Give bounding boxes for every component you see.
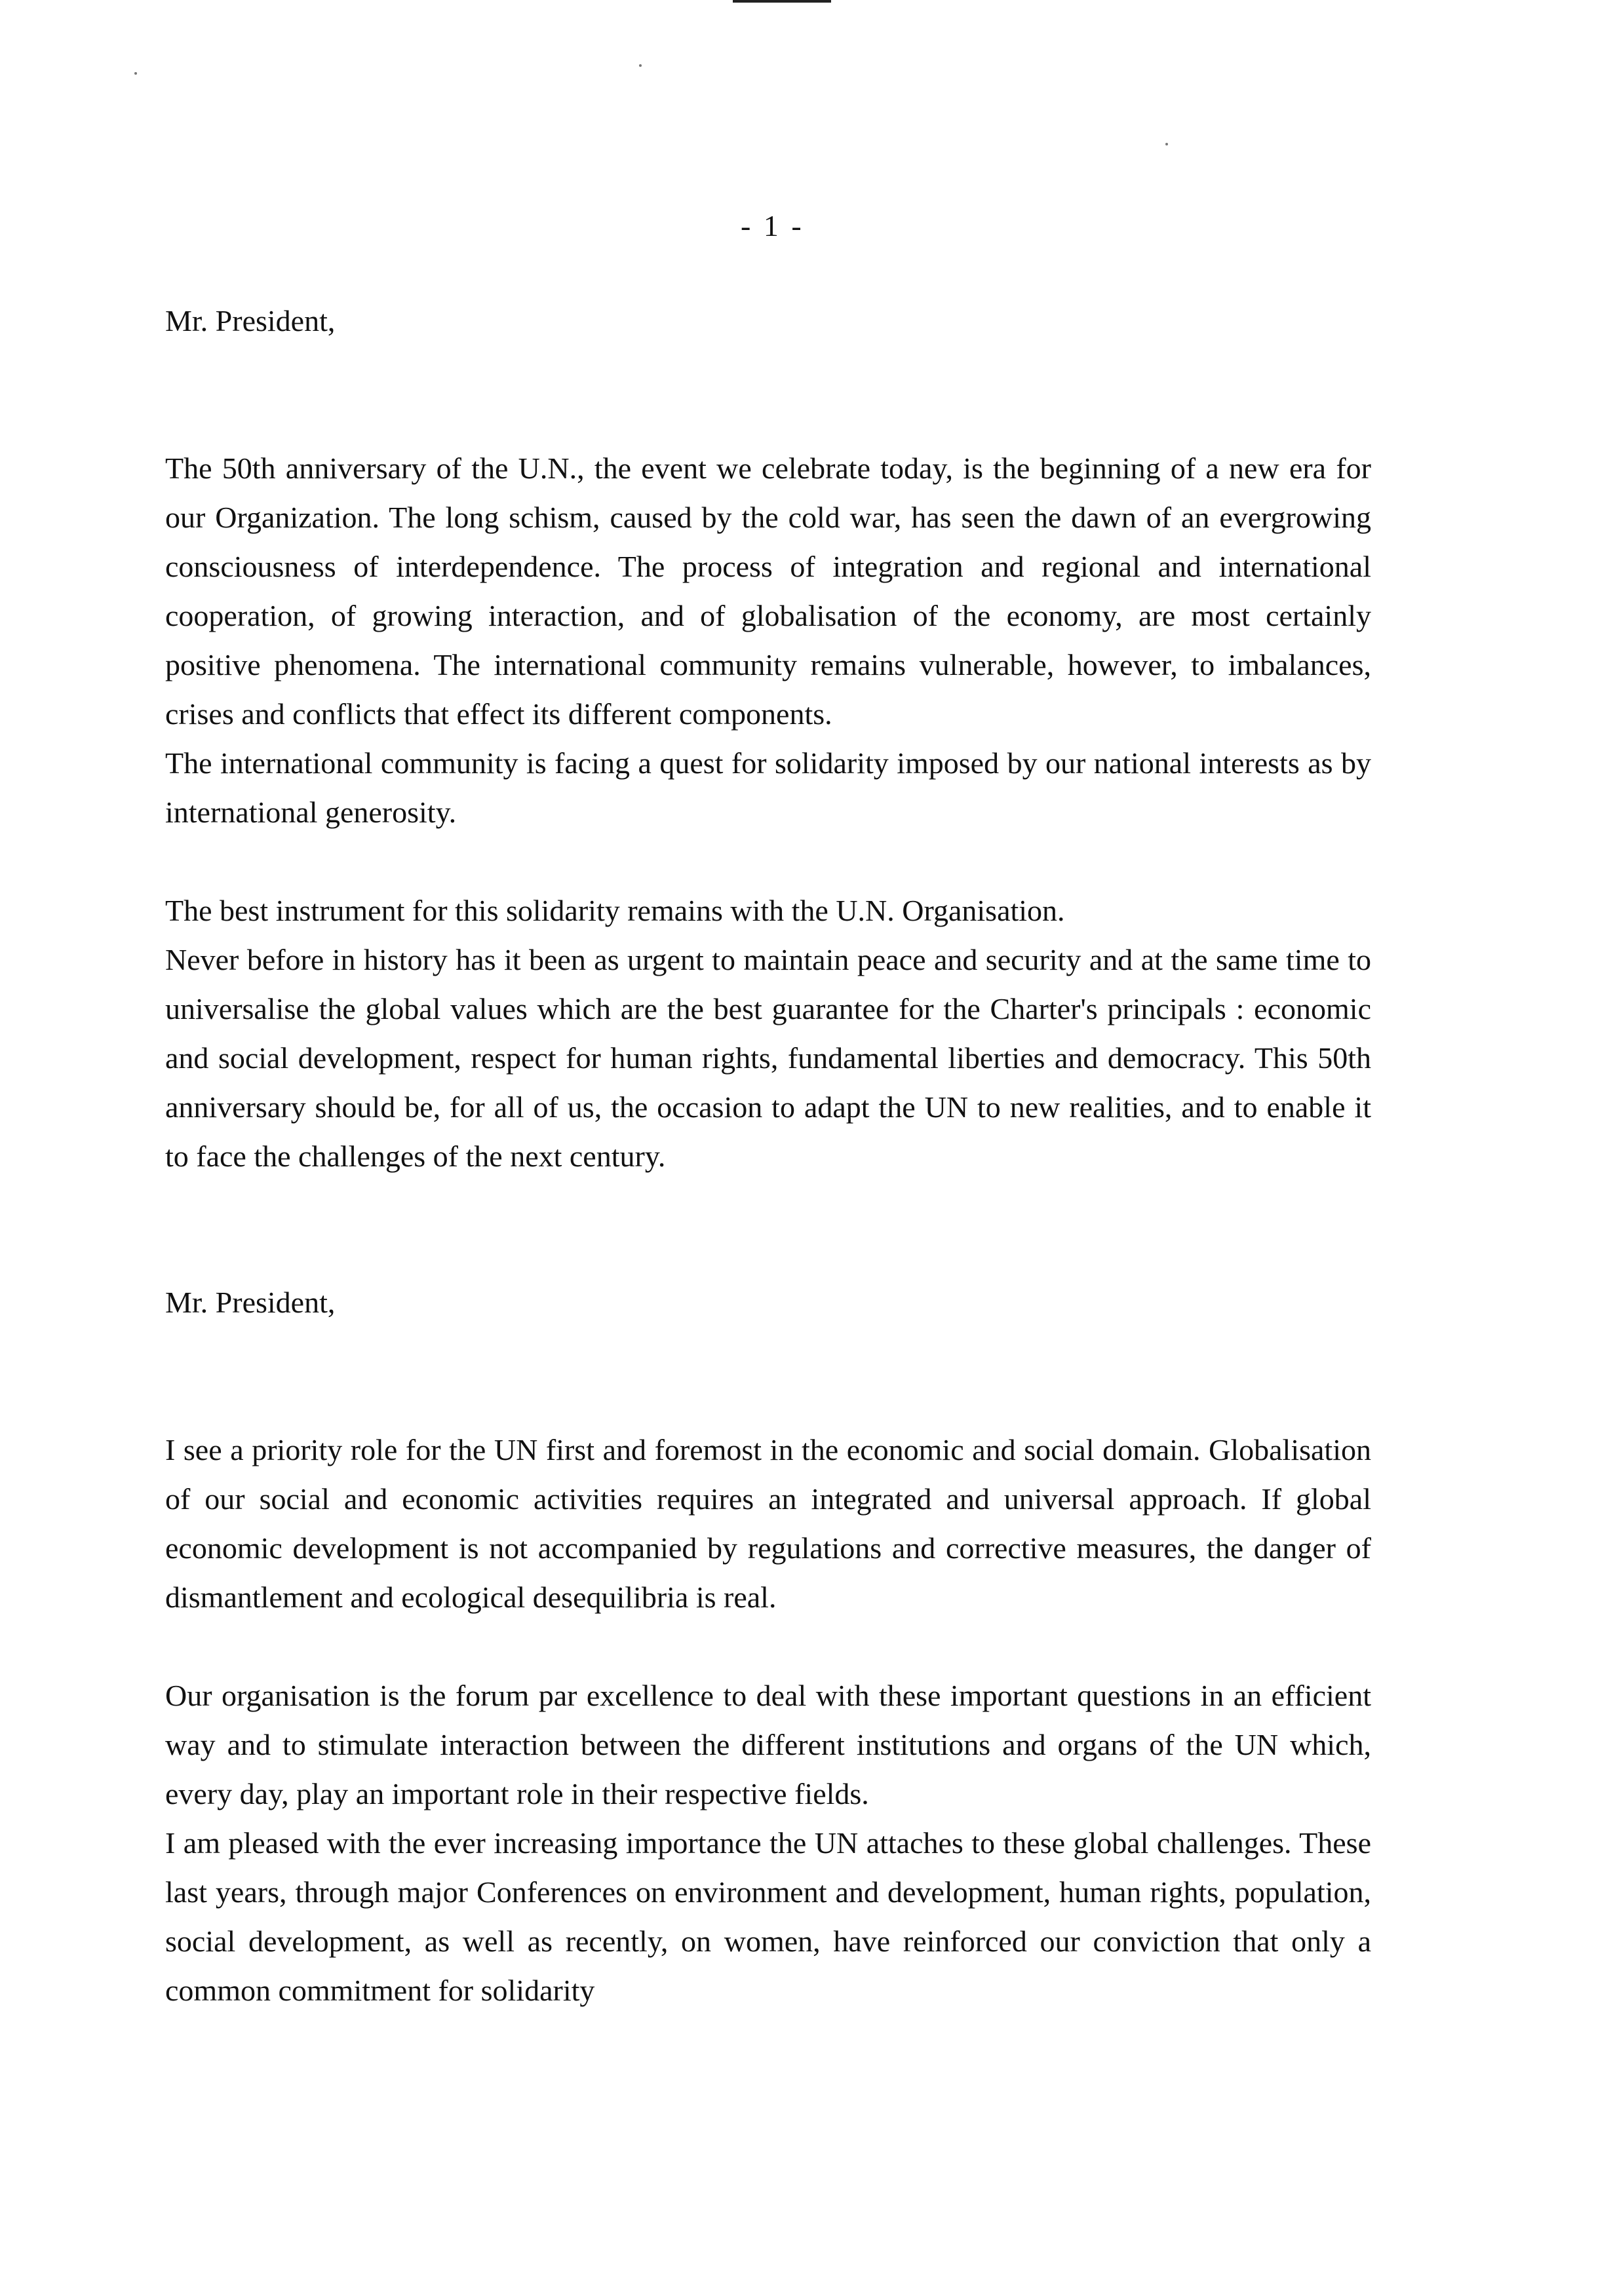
top-rule — [733, 0, 831, 3]
paragraph: Our organisation is the forum par excellence to deal with these important questions in an efficient way and to stimulate interaction between the different institutions and organs of the UN which, every day, play an important role in their respective fields. — [165, 1679, 1371, 1810]
paragraph: I am pleased with the ever increasing importance the UN attaches to these global challenges. These last years, through major Conferences on environment and development, human rights, population, social development, as well as recently, on women, have reinforced our conviction that only a common commitment for solidarity — [165, 1826, 1371, 2007]
salutation: Mr. President, — [165, 304, 336, 337]
paragraph: Never before in history has it been as urgent to maintain peace and security and at the same time to universalise the global values which are the best guarantee for the Charter's principals : economic and social development, respect for human rights, fundamental liberties and democracy. This 50th anniversary should be, for all of us, the occasion to adapt the UN to new realities, and to enable it to face the challenges of the next century. — [165, 943, 1371, 1173]
document-body — [165, 296, 1371, 2015]
salutation: Mr. President, — [165, 1286, 336, 1319]
paragraph: The 50th anniversary of the U.N., the event we celebrate today, is the beginning of a new era for our Organization. The long schism, caused by the cold war, has seen the dawn of an evergrowing consciousness of interdependence. The process of integration and regional and international cooperation, of growing interaction, and of globalisation of the economy, are most certainly positive phenomena. The international community remains vulnerable, however, to imbalances, crises and conflicts that effect its different components. — [165, 451, 1371, 731]
paragraph: The best instrument for this solidarity remains with the U.N. Organisation. — [165, 894, 1065, 927]
scan-speck — [1165, 143, 1168, 145]
paragraph: The international community is facing a quest for solidarity imposed by our national interests as by international generosity. — [165, 746, 1371, 829]
scan-speck — [639, 64, 642, 67]
page-number: - 1 - — [741, 209, 804, 242]
paragraph: I see a priority role for the UN first and foremost in the economic and social domain. Globalisation of our social and economic activities requires an integrated and universal approach. If global economic development is not accompanied by regulations and corrective measures, the danger of dismantlement and ecological desequilibria is real. — [165, 1433, 1371, 1614]
scan-speck — [134, 72, 137, 75]
